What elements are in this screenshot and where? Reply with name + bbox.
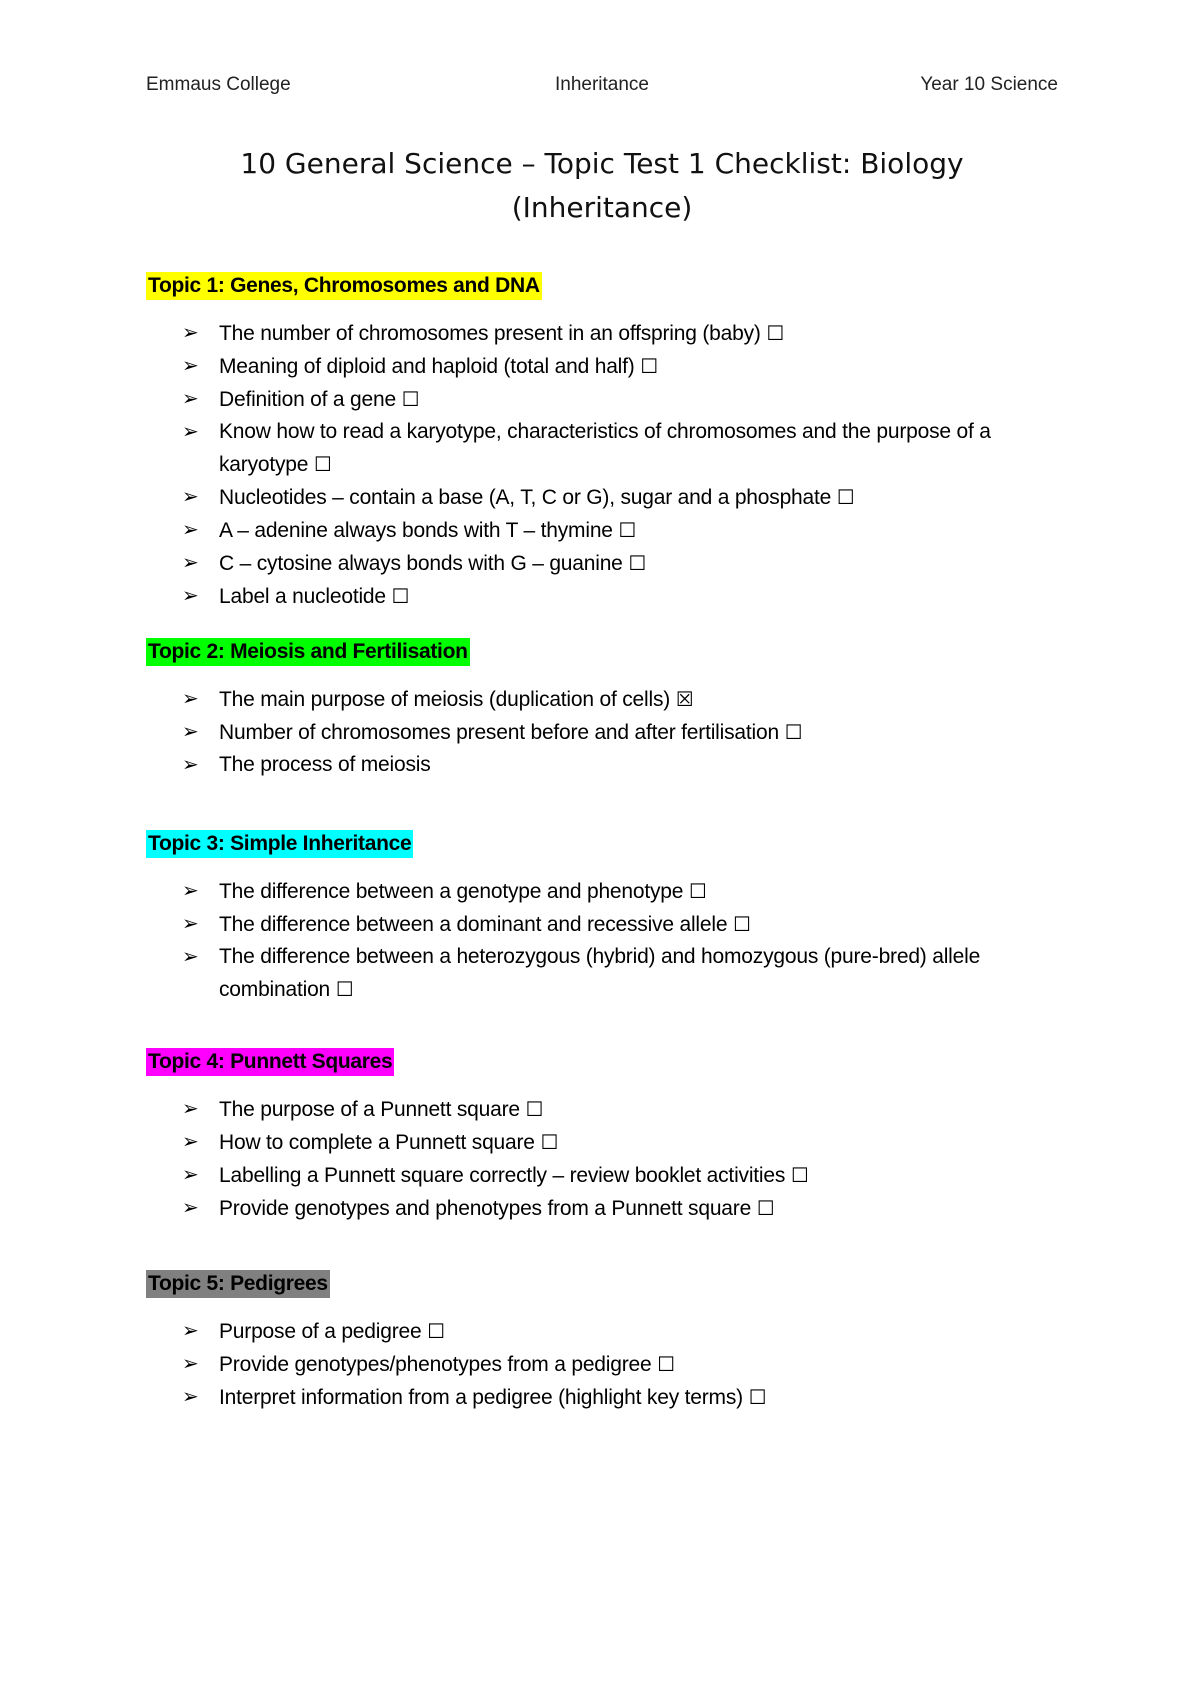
topic-section [146, 1048, 1046, 1225]
arrow-bullet-icon: ➢ [182, 355, 199, 377]
arrow-bullet-icon: ➢ [182, 880, 199, 902]
arrow-bullet-icon: ➢ [182, 1353, 199, 1375]
topic-heading: Topic 1: Genes, Chromosomes and DNA [146, 272, 542, 300]
checklist-item [146, 1126, 1049, 1159]
checklist-item [146, 317, 1049, 350]
checkbox-icon[interactable]: ☐ [790, 1163, 809, 1187]
checkbox-icon[interactable]: ☐ [313, 452, 332, 476]
checkbox-icon[interactable]: ☐ [766, 321, 785, 345]
checklist-item-text: How to complete a Punnett square [219, 1131, 535, 1154]
checklist-item [146, 941, 1049, 1006]
checkbox-icon[interactable]: ☐ [540, 1130, 559, 1154]
checklist-item-text: Nucleotides – contain a base (A, T, C or G), sugar and a phosphate [219, 486, 832, 509]
checklist [146, 1315, 1046, 1414]
checklist-item-text: The difference between a genotype and phenotype [219, 880, 684, 903]
checkbox-icon[interactable]: ☐ [756, 1196, 775, 1220]
checklist-item-text: Purpose of a pedigree [219, 1320, 422, 1343]
checklist-item-text: Labelling a Punnett square correctly – review booklet activities [219, 1164, 786, 1187]
checkbox-icon[interactable]: ☐ [732, 912, 751, 936]
checklist-item [146, 1159, 1049, 1192]
checkbox-icon[interactable]: ☐ [657, 1352, 675, 1376]
checklist [146, 317, 1046, 613]
checklist [146, 875, 1046, 1006]
checkbox-icon[interactable]: ☐ [628, 551, 647, 575]
topic-heading: Topic 3: Simple Inheritance [146, 830, 413, 858]
checklist-item [146, 580, 1049, 613]
checkbox-icon[interactable]: ☐ [748, 1385, 767, 1409]
checklist-item-text: The difference between a dominant and recessive allele [219, 913, 728, 936]
checkbox-icon[interactable]: ☐ [784, 720, 803, 744]
arrow-bullet-icon: ➢ [182, 946, 199, 968]
checklist [146, 683, 1046, 781]
checklist-item [146, 1381, 1049, 1414]
checklist-item [146, 350, 1049, 383]
checklist-item [146, 383, 1049, 416]
checklist-item [146, 875, 1049, 908]
arrow-bullet-icon: ➢ [182, 421, 199, 443]
checkbox-icon[interactable]: ☐ [427, 1319, 445, 1343]
checkbox-icon[interactable]: ☐ [618, 518, 637, 542]
checklist-item-text: A – adenine always bonds with T – thymine [219, 519, 613, 542]
page-header [146, 74, 1058, 104]
checklist-item [146, 683, 1049, 716]
arrow-bullet-icon: ➢ [182, 322, 199, 344]
checklist-item [146, 514, 1049, 547]
checklist-item [146, 749, 1049, 781]
topic-heading: Topic 4: Punnett Squares [146, 1048, 394, 1076]
checklist-item [146, 908, 1049, 941]
checklist-item-text: Interpret information from a pedigree (highlight key terms) [219, 1386, 743, 1409]
arrow-bullet-icon: ➢ [182, 519, 199, 541]
checklist-item-text: The purpose of a Punnett square [219, 1098, 520, 1121]
topic-heading: Topic 2: Meiosis and Fertilisation [146, 638, 470, 666]
header-year: Year 10 Science [920, 74, 1058, 95]
checkbox-icon[interactable]: ☐ [401, 387, 420, 411]
arrow-bullet-icon: ➢ [182, 1164, 199, 1186]
arrow-bullet-icon: ➢ [182, 552, 199, 574]
arrow-bullet-icon: ➢ [182, 486, 199, 508]
checklist-item [146, 1192, 1049, 1225]
checklist-item-text: The number of chromosomes present in an offspring (baby) [219, 322, 761, 345]
arrow-bullet-icon: ➢ [182, 754, 199, 776]
header-subject: Inheritance [554, 74, 649, 95]
checklist-item-text: Number of chromosomes present before and after fertilisation [219, 721, 779, 744]
arrow-bullet-icon: ➢ [182, 1197, 199, 1219]
checklist-item [146, 1348, 1049, 1381]
checklist-item-text: C – cytosine always bonds with G – guanine [219, 552, 623, 575]
checklist-item [146, 1093, 1049, 1126]
checkbox-icon[interactable]: ☐ [525, 1097, 544, 1121]
checkbox-icon[interactable]: ☐ [640, 354, 658, 378]
checklist-item [146, 416, 1049, 481]
checklist-item [146, 481, 1049, 514]
page-title: 10 General Science – Topic Test 1 Checklist: Biology (Inheritance) [240, 147, 964, 224]
topic-section [146, 830, 1046, 1006]
checkbox-icon[interactable]: ☐ [335, 977, 354, 1001]
checklist-item-text: The difference between a heterozygous (hybrid) and homozygous (pure-bred) allele combination [219, 945, 981, 1001]
checklist-item-text: The main purpose of meiosis (duplication of cells) [219, 688, 671, 711]
checklist-item-text: Meaning of diploid and haploid (total and half) [219, 355, 635, 378]
checkbox-icon[interactable]: ☐ [836, 485, 855, 509]
checkbox-icon[interactable]: ☐ [688, 879, 707, 903]
checklist-item [146, 716, 1049, 749]
arrow-bullet-icon: ➢ [182, 1131, 199, 1153]
checkbox-icon[interactable]: ☐ [391, 584, 410, 608]
checklist-item-text: Label a nucleotide [219, 585, 386, 608]
checklist-item-text: Provide genotypes and phenotypes from a Punnett square [219, 1197, 752, 1220]
arrow-bullet-icon: ➢ [182, 388, 199, 410]
topic-section [146, 638, 1046, 781]
topic-section [146, 272, 1046, 613]
arrow-bullet-icon: ➢ [182, 585, 199, 607]
checklist-item-text: The process of meiosis [219, 753, 431, 776]
topic-section [146, 1270, 1046, 1414]
arrow-bullet-icon: ➢ [182, 1098, 199, 1120]
checklist-item-text: Provide genotypes/phenotypes from a pedigree [219, 1353, 652, 1376]
checked-box-icon[interactable]: ☒ [675, 687, 694, 711]
header-school: Emmaus College [146, 74, 291, 95]
checklist-item [146, 547, 1049, 580]
topic-heading: Topic 5: Pedigrees [146, 1270, 330, 1298]
checklist [146, 1093, 1046, 1225]
arrow-bullet-icon: ➢ [182, 913, 199, 935]
arrow-bullet-icon: ➢ [182, 721, 199, 743]
checklist-item-text: Definition of a gene [219, 388, 396, 411]
checklist-item-text: Know how to read a karyotype, characteristics of chromosomes and the purpose of a karyotype [219, 420, 991, 476]
arrow-bullet-icon: ➢ [182, 1386, 199, 1408]
checklist-item [146, 1315, 1049, 1348]
arrow-bullet-icon: ➢ [182, 688, 199, 710]
arrow-bullet-icon: ➢ [182, 1320, 199, 1342]
